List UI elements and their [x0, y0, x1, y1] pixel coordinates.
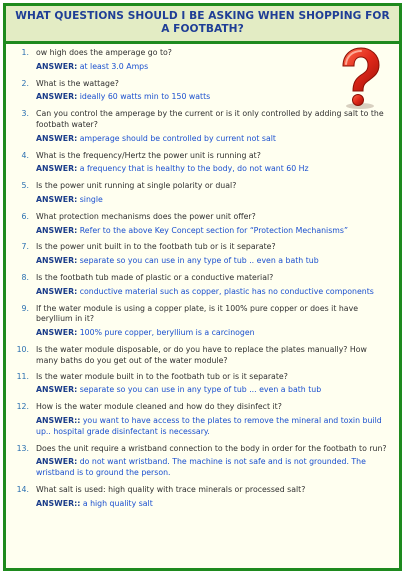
qa-item [6, 109, 391, 148]
qa-item [6, 242, 391, 271]
title-banner [6, 6, 399, 44]
item-number: 8. [21, 272, 29, 282]
qa-item [6, 181, 391, 210]
qa-item [6, 402, 391, 441]
document-frame [3, 3, 402, 571]
qa-list [6, 44, 399, 514]
answer-label: ANSWER: [36, 164, 78, 174]
item-number: 1. [21, 48, 29, 57]
item-number: 11. [16, 371, 29, 381]
answer-text [36, 256, 391, 267]
answer-label: ANSWER: [36, 61, 78, 71]
answer-text [36, 164, 391, 175]
answer-label: ANSWER: [36, 225, 78, 235]
answer-value: 100% pure copper, beryllium is a carcinogen [77, 328, 255, 338]
answer-value: Refer to the above Key Concept section for “Protection Mechanisms” [77, 225, 348, 235]
answer-value: single [77, 194, 103, 204]
answer-value: separate so you can use in any type of tub .. even a bath tub [77, 256, 319, 266]
answer-label: ANSWER: [36, 286, 78, 296]
answer-text [36, 287, 391, 298]
question-text: ow high does the amperage go to? [36, 48, 172, 57]
qa-item [6, 372, 391, 401]
item-number: 9. [21, 303, 29, 313]
answer-text [36, 134, 391, 145]
question-text: What protection mechanisms does the power unit offer? [36, 211, 256, 221]
question-text: Is the power unit running at single polarity or dual? [36, 181, 237, 191]
question-text: Can you control the amperage by the current or is it only controlled by adding salt to the footbath water? [36, 109, 384, 129]
question-text: What is the frequency/Hertz the power unit is running at? [36, 150, 261, 160]
qa-item [6, 485, 391, 514]
answer-label: ANSWER: [36, 194, 78, 204]
answer-value: a high quality salt [80, 498, 153, 508]
answer-label: ANSWER: [36, 133, 78, 143]
question-text: Is the water module disposable, or do you have to replace the plates manually? How many baths do you get out of the water module? [36, 344, 367, 365]
question-text: If the water module is using a copper plate, is it 100% pure copper or does it have beryllium in it? [36, 303, 358, 324]
question-text: Is the water module built in to the footbath tub or is it separate? [36, 371, 288, 381]
question-text: What salt is used: high quality with trace minerals or processed salt? [36, 484, 306, 494]
question-text: Does the unit require a wristband connection to the body in order for the footbath to run? [36, 443, 387, 453]
answer-value: separate so you can use in any type of tub ... even a bath tub [77, 385, 322, 395]
answer-text [36, 328, 391, 339]
question-text: What is the wattage? [36, 78, 119, 88]
answer-text [36, 226, 391, 237]
answer-text [36, 457, 391, 479]
item-number: 2. [21, 78, 29, 88]
answer-label: ANSWER:: [36, 415, 81, 425]
item-number: 6. [21, 211, 29, 221]
answer-value: ideally 60 watts min to 150 watts [77, 92, 211, 102]
answer-value: a frequency that is healthy to the body, do not want 60 Hz [77, 164, 309, 174]
answer-value: you want to have access to the plates to remove the mineral and toxin build up.. hospital grade disinfectant is necessary. [36, 415, 382, 436]
page-title: WHAT QUESTIONS SHOULD I BE ASKING WHEN SHOPPING FOR A FOOTBATH? [15, 10, 390, 35]
answer-text [36, 195, 391, 206]
answer-value: do not want wristband. The machine is not safe and is not grounded. The wristband is to ground the person. [36, 457, 366, 478]
item-number: 12. [16, 402, 29, 412]
qa-item [6, 273, 391, 302]
answer-label: ANSWER: [36, 328, 78, 338]
answer-text [36, 499, 391, 510]
item-number: 3. [21, 109, 29, 119]
answer-text [36, 416, 391, 438]
question-text: Is the footbath tub made of plastic or a conductive material? [36, 272, 274, 282]
question-mark-icon [333, 46, 385, 110]
answer-value: amperage should be controlled by current not salt [77, 133, 276, 143]
item-number: 14. [16, 484, 29, 494]
answer-label: ANSWER:: [36, 498, 81, 508]
qa-item [6, 444, 391, 483]
answer-label: ANSWER: [36, 92, 78, 102]
qa-item [6, 151, 391, 180]
item-number: 5. [21, 181, 29, 191]
item-number: 10. [16, 344, 29, 354]
qa-item [6, 345, 391, 370]
item-number: 4. [21, 150, 29, 160]
answer-value: at least 3.0 Amps [77, 61, 149, 71]
question-text: How is the water module cleaned and how do they disinfect it? [36, 402, 282, 412]
answer-label: ANSWER: [36, 457, 78, 467]
qa-item [6, 212, 391, 241]
item-number: 7. [21, 242, 29, 252]
answer-label: ANSWER: [36, 256, 78, 266]
answer-label: ANSWER: [36, 385, 78, 395]
item-number: 13. [16, 443, 29, 453]
qa-item [6, 304, 391, 343]
question-text: Is the power unit built in to the footbath tub or is it separate? [36, 242, 276, 252]
answer-value: conductive material such as copper, plastic has no conductive components [77, 286, 374, 296]
answer-text [36, 385, 391, 396]
